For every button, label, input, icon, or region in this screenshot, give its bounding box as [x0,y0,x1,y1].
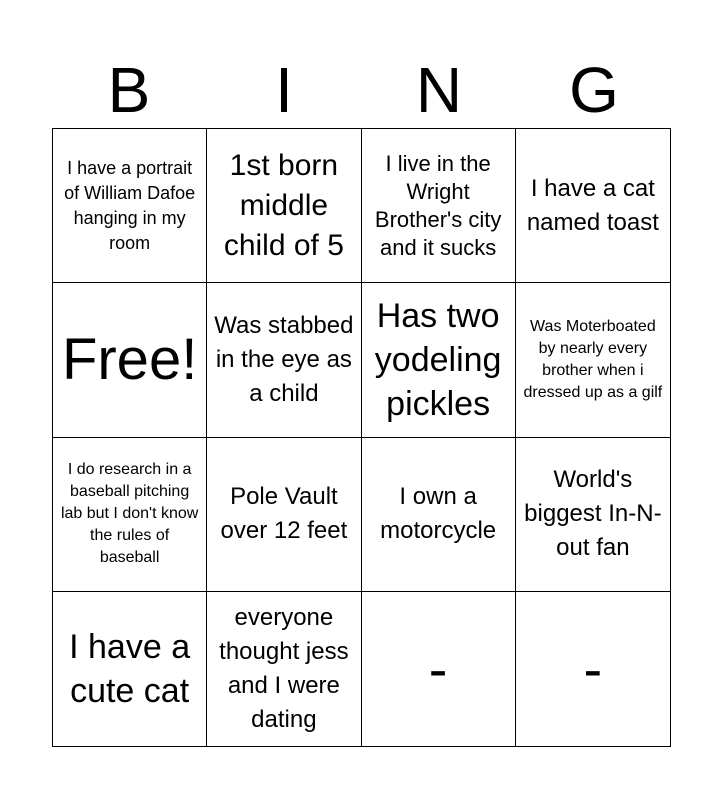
cell-text: Was Moterboated by nearly every brother when i dressed up as a gilf [523,317,663,401]
bingo-header [52,52,671,128]
bingo-cell[interactable] [362,283,516,437]
header-letter-i: I [275,54,293,126]
cell-text: - [428,636,448,700]
bingo-cell[interactable] [53,592,207,746]
bingo-cell[interactable] [516,129,670,283]
cell-text: World's biggest In-N-out fan [524,466,662,562]
cell-text: Free! [61,326,198,392]
cell-text: everyone thought jess and I were dating [219,603,349,733]
header-letter-b: B [107,54,151,126]
header-letter-g: G [569,54,619,126]
free-space-cell[interactable] [53,283,207,437]
cell-text: 1st born middle child of 5 [223,148,344,262]
bingo-cell[interactable] [207,438,361,592]
cell-text: Has two yodeling pickles [374,296,502,423]
bingo-cell[interactable] [53,129,207,283]
cell-text: - [583,636,603,700]
bingo-cell[interactable] [362,592,516,746]
bingo-cell[interactable] [516,592,670,746]
bingo-cell[interactable] [516,438,670,592]
cell-text: I own a motorcycle [380,483,497,545]
bingo-cell[interactable] [53,438,207,592]
cell-text: I have a cute cat [69,627,191,710]
cell-text: I live in the Wright Brother's city and it sucks [374,150,502,260]
bingo-cell[interactable] [207,283,361,437]
cell-text: Pole Vault over 12 feet [220,483,348,545]
cell-text: I have a cat named toast [526,174,659,236]
bingo-cell[interactable] [207,592,361,746]
cell-text: Was stabbed in the eye as a child [214,311,354,407]
bingo-cell[interactable] [362,438,516,592]
bingo-cell[interactable] [516,283,670,437]
cell-text: I do research in a baseball pitching lab but I don't know the rules of baseball [60,461,199,567]
cell-text: I have a portrait of William Dafoe hanging in my room [64,157,196,253]
bingo-grid [52,128,671,747]
header-letter-n: N [415,54,463,126]
bingo-cell[interactable] [362,129,516,283]
bingo-cell[interactable] [207,129,361,283]
